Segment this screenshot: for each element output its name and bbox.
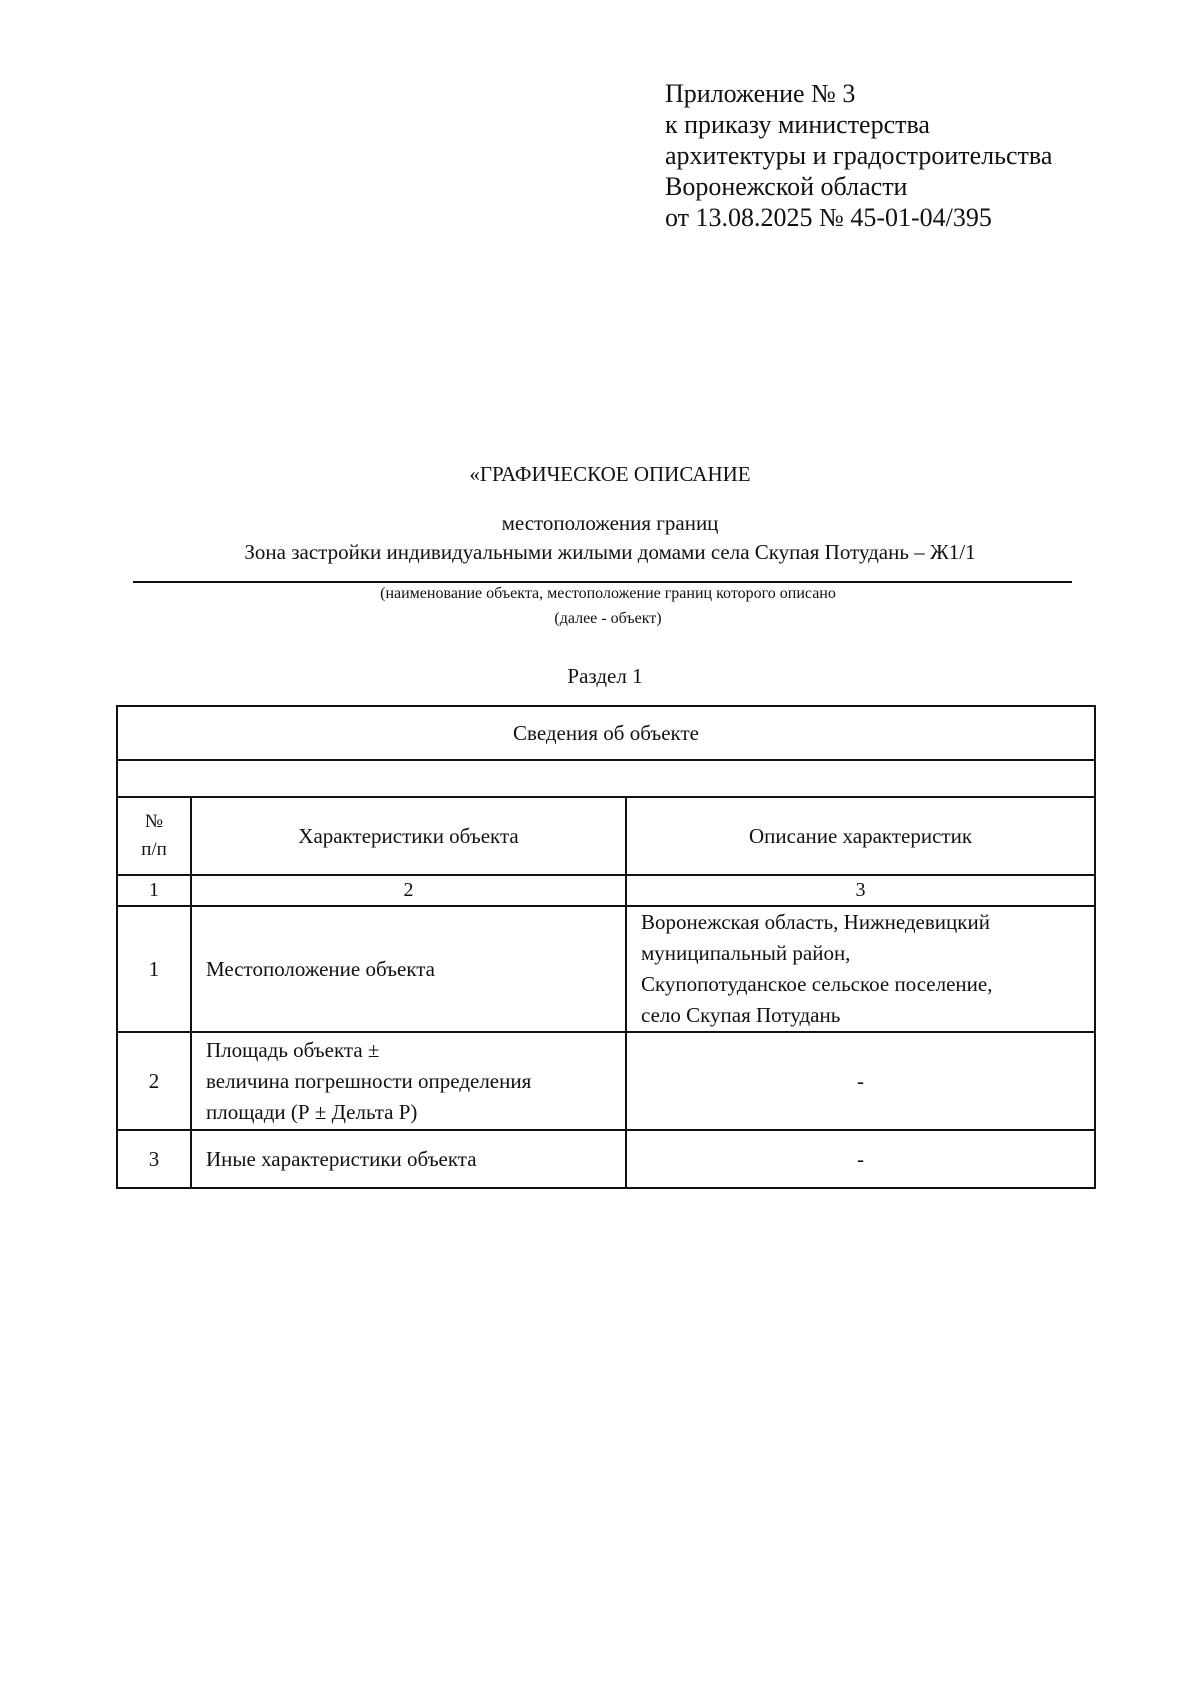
row-description-line: село Скупая Потудань — [641, 1003, 841, 1027]
section-label: Раздел 1 — [567, 664, 643, 688]
row-description: - — [626, 1032, 1095, 1130]
table-row — [117, 1130, 1095, 1188]
object-name: Зона застройки индивидуальными жилыми домами села Скупая Потудань – Ж1/1 — [244, 540, 976, 564]
row-characteristic-line: величина погрешности определения — [206, 1068, 532, 1093]
object-name-underline — [133, 581, 1072, 583]
row-description-line: Скупопотуданское сельское поселение, — [641, 972, 993, 996]
row-number: 2 — [117, 1032, 191, 1130]
appendix-line-5: от 13.08.2025 № 45-01-04/395 — [665, 203, 992, 232]
table-header-row — [117, 797, 1095, 875]
appendix-line-3: архитектуры и градостроительства — [665, 141, 1053, 170]
column-number-3: 3 — [626, 875, 1095, 906]
table-empty-row — [117, 760, 1095, 797]
object-name-hint-line-1: (наименование объекта, местоположение границ которого описано — [380, 585, 836, 602]
object-info-table — [116, 705, 1096, 1189]
row-description: - — [626, 1130, 1095, 1188]
table-row — [117, 1032, 1095, 1130]
row-characteristic: Местоположение объекта — [191, 906, 626, 1032]
table-empty-cell — [117, 760, 1095, 797]
column-number-1: 1 — [117, 875, 191, 906]
row-characteristic-line: площади (Р ± Дельта Р) — [206, 1099, 418, 1124]
table-caption: Сведения об объекте — [117, 706, 1095, 760]
object-name-hint-line-2: (далее - объект) — [554, 610, 662, 627]
appendix-line-4: Воронежской области — [665, 172, 908, 201]
table-caption-row — [117, 706, 1095, 760]
row-number: 3 — [117, 1130, 191, 1188]
document-subtitle: местоположения границ — [501, 511, 719, 535]
appendix-line-1: Приложение № 3 — [665, 79, 856, 108]
header-num-line-1: № — [144, 811, 164, 832]
table-column-number-row — [117, 875, 1095, 906]
row-characteristic-line: Площадь объекта ± — [206, 1037, 380, 1062]
row-characteristic: Иные характеристики объекта — [191, 1130, 626, 1188]
row-characteristic — [191, 1032, 626, 1130]
row-number: 1 — [117, 906, 191, 1032]
appendix-header — [665, 78, 1052, 233]
column-number-2: 2 — [191, 875, 626, 906]
header-num-cell — [117, 797, 191, 875]
header-description: Описание характеристик — [626, 797, 1095, 875]
header-characteristics: Характеристики объекта — [191, 797, 626, 875]
table-row — [117, 906, 1095, 1032]
header-num-line-2: п/п — [141, 839, 167, 860]
document-title: «ГРАФИЧЕСКОЕ ОПИСАНИЕ — [469, 462, 751, 486]
row-description-line: Воронежская область, Нижнедевицкий — [641, 910, 990, 934]
appendix-line-2: к приказу министерства — [665, 110, 930, 139]
row-description-line: муниципальный район, — [641, 941, 851, 965]
row-description — [626, 906, 1095, 1032]
